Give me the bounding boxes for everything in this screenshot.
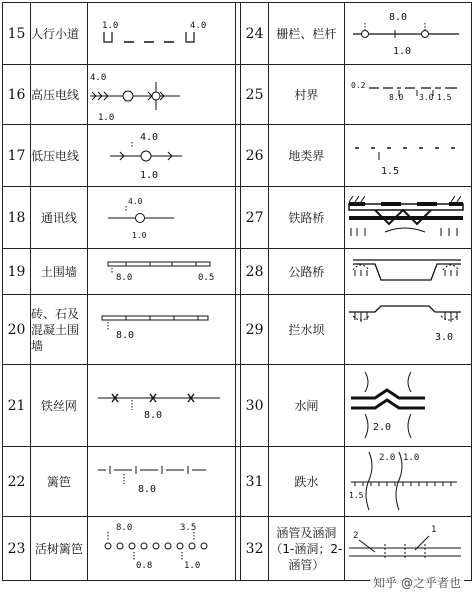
table-row <box>3 3 472 65</box>
symbol-label: 8.0 <box>115 272 133 283</box>
item-name: 铁丝网 <box>30 365 87 447</box>
item-number: 23 <box>3 517 31 581</box>
item-number: 26 <box>241 125 269 187</box>
item-name: 铁路桥 <box>269 187 345 249</box>
table-row <box>3 187 472 249</box>
symbol-wicker-fence <box>87 447 235 517</box>
symbol-label: 2 <box>352 530 359 541</box>
item-number: 29 <box>241 295 269 365</box>
item-number: 17 <box>3 125 31 187</box>
symbol-label: 1.0 <box>392 45 411 57</box>
symbol-label: 8.0 <box>143 409 162 421</box>
item-name: 高压电线 <box>30 65 87 125</box>
symbol-fence <box>344 3 471 65</box>
table-row <box>3 517 472 581</box>
symbol-label: 1.0 <box>131 230 147 240</box>
item-number: 25 <box>241 65 269 125</box>
item-name: 村界 <box>269 65 345 125</box>
symbol-label: 3.5 <box>179 522 197 533</box>
symbol-label: 4.0 <box>89 72 107 83</box>
symbol-label: 3.0 <box>434 331 453 343</box>
item-number: 27 <box>241 187 269 249</box>
symbol-railway-bridge <box>344 187 471 249</box>
item-name: 通讯线 <box>30 187 87 249</box>
item-number: 19 <box>3 249 31 295</box>
symbol-label: 8.0 <box>115 329 134 341</box>
symbol-label: 8.0 <box>388 92 404 102</box>
item-number: 30 <box>241 365 269 447</box>
item-name: 公路桥 <box>269 249 345 295</box>
symbol-label: 0.8 <box>135 560 153 571</box>
item-name: 跌水 <box>269 447 345 517</box>
item-number: 15 <box>3 3 31 65</box>
item-number: 21 <box>3 365 31 447</box>
symbol-label: 1.0 <box>101 20 119 31</box>
symbol-label: 1.0 <box>139 169 158 181</box>
symbol-label: 2.0 <box>378 452 395 463</box>
item-name: 人行小道 <box>30 3 87 65</box>
item-name: 栅栏、栏杆 <box>269 3 345 65</box>
item-name: 土围墙 <box>30 249 87 295</box>
symbol-footpath <box>87 3 235 65</box>
symbol-label: 1.0 <box>97 112 115 123</box>
symbol-label: 1 <box>430 524 437 535</box>
item-name: 活树篱笆 <box>30 517 87 581</box>
symbol-low-voltage-line <box>87 125 235 187</box>
table-row <box>3 125 472 187</box>
item-number: 20 <box>3 295 31 365</box>
symbol-barbed-wire <box>87 365 235 447</box>
symbol-label: 4.0 <box>189 20 207 31</box>
symbol-dam <box>344 295 471 365</box>
item-number: 28 <box>241 249 269 295</box>
symbol-village-boundary <box>344 65 471 125</box>
symbol-label: 0.2 <box>350 80 366 90</box>
item-name: 拦水坝 <box>269 295 345 365</box>
symbol-label: 4.0 <box>139 131 158 143</box>
item-name: 篱笆 <box>30 447 87 517</box>
symbol-highway-bridge <box>344 249 471 295</box>
item-number: 24 <box>241 3 269 65</box>
symbol-label: 1.5 <box>436 92 452 102</box>
symbol-earth-wall <box>87 249 235 295</box>
symbol-label: 3.0 <box>418 92 434 102</box>
table-row <box>3 447 472 517</box>
watermark: 知乎 @之乎者也 <box>370 573 464 592</box>
item-number: 22 <box>3 447 31 517</box>
symbol-label: 1.5 <box>380 165 399 177</box>
item-name: 低压电线 <box>30 125 87 187</box>
table-row <box>3 249 472 295</box>
symbol-label: 1.5 <box>348 490 364 500</box>
item-number: 31 <box>241 447 269 517</box>
symbol-legend-table <box>2 2 472 581</box>
item-number: 32 <box>241 517 269 581</box>
item-name: 涵管及涵洞（1-涵洞；2-涵管） <box>269 517 345 581</box>
table-row <box>3 65 472 125</box>
symbol-hedge-fence <box>87 517 235 581</box>
item-number: 18 <box>3 187 31 249</box>
symbol-label: 1.0 <box>183 560 201 571</box>
symbol-high-voltage-line <box>87 65 235 125</box>
symbol-land-class-boundary <box>344 125 471 187</box>
symbol-masonry-wall <box>87 295 235 365</box>
symbol-label: 2.0 <box>372 421 391 433</box>
item-name: 水闸 <box>269 365 345 447</box>
symbol-sluice-gate <box>344 365 471 447</box>
symbol-culvert <box>344 517 471 581</box>
item-name: 地类界 <box>269 125 345 187</box>
symbol-waterfall <box>344 447 471 517</box>
table-row <box>3 365 472 447</box>
table-row <box>3 295 472 365</box>
symbol-label: 4.0 <box>127 196 143 206</box>
item-name: 砖、石及混凝土围墙 <box>30 295 87 365</box>
item-number: 16 <box>3 65 31 125</box>
symbol-label: 0.5 <box>197 272 215 283</box>
symbol-label: 8.0 <box>115 522 133 533</box>
symbol-label: 1.0 <box>402 452 419 463</box>
symbol-label: 8.0 <box>137 483 156 495</box>
symbol-communication-line <box>87 187 235 249</box>
symbol-label: 8.0 <box>388 11 407 23</box>
